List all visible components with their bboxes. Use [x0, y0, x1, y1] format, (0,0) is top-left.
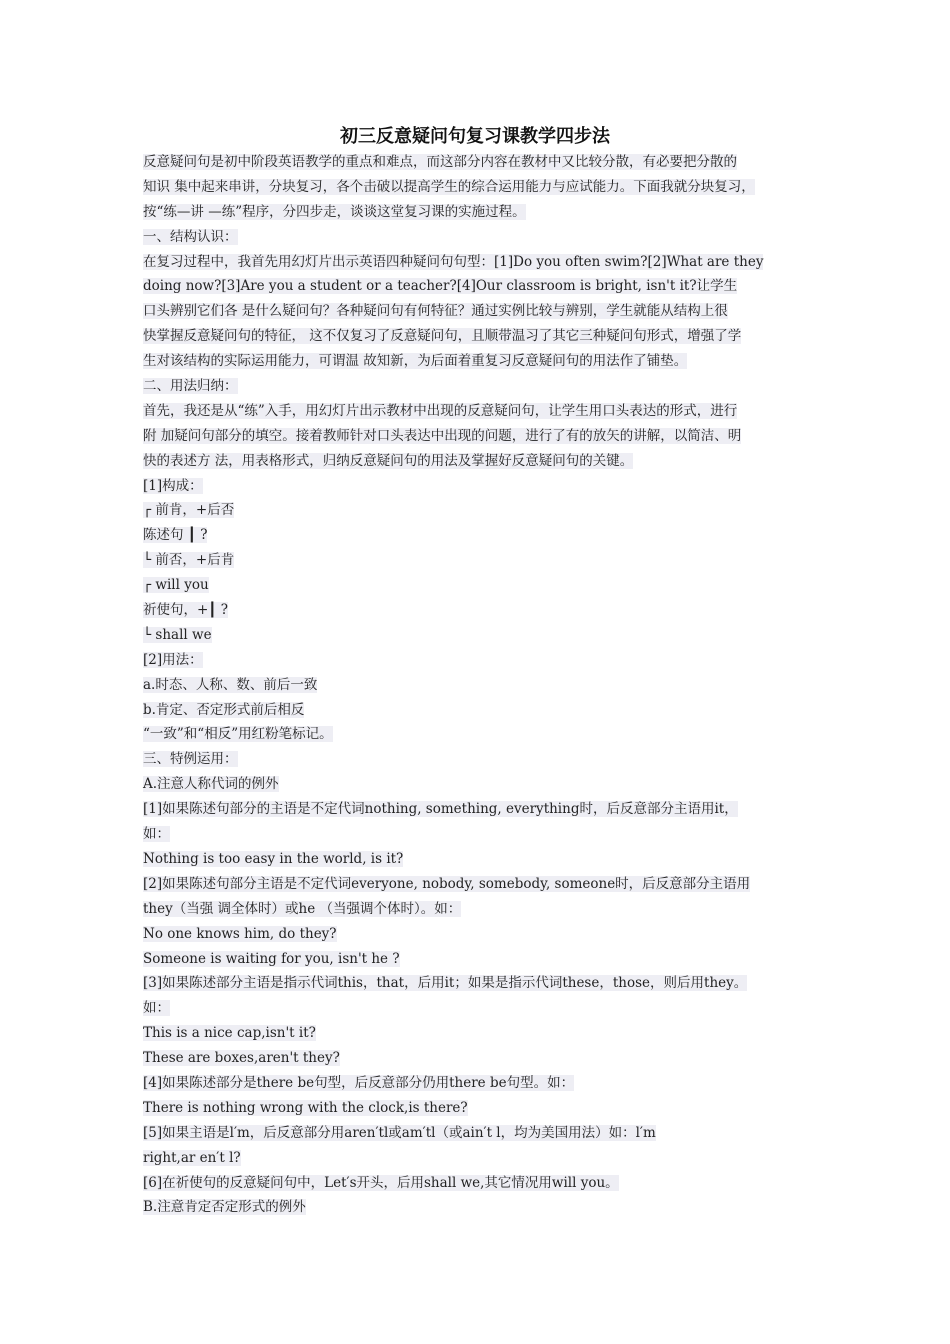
text-line: [143, 822, 815, 847]
text-line: [143, 1021, 815, 1046]
text-line: [143, 648, 815, 673]
text-line-content: [2]用法：: [143, 651, 203, 668]
text-line: [143, 299, 815, 324]
text-line: [143, 225, 815, 250]
text-line: [143, 573, 815, 598]
text-line-content: they（当强 调全体时）或he （当强调个体时）。如：: [143, 900, 462, 917]
text-line: [143, 1071, 815, 1096]
text-line: [143, 922, 815, 947]
text-line-content: 祈使句，+┃ ?: [143, 602, 228, 619]
text-line: [143, 1121, 815, 1146]
text-line-content: 首先，我还是从“练”入手，用幻灯片出示教材中出现的反意疑问句，让学生用口头表达的形式，进行: [143, 402, 738, 419]
text-line: [143, 474, 815, 499]
text-line-content: 按“练—讲 —练”程序，分四步走，谈谈这堂复习课的实施过程。: [143, 203, 526, 220]
text-line: [143, 747, 815, 772]
text-line-content: [4]如果陈述部分是there be句型，后反意部分仍用there be句型。如：: [143, 1074, 575, 1091]
text-line-content: 附 加疑问句部分的填空。接着教师针对口头表达中出现的问题，进行了有的放矢的讲解，以简洁、明: [143, 427, 742, 444]
text-line: [143, 449, 815, 474]
text-line: [143, 1171, 815, 1196]
text-line-content: 一、结构认识：: [143, 228, 238, 245]
text-line-content: [5]如果主语是l′m，后反意部分用aren′tl或am′tl（或ain′t l，均为美国用法）如：l′m: [143, 1124, 656, 1141]
text-line-content: 二、用法归纳：: [143, 378, 238, 395]
text-line: [143, 498, 815, 523]
text-line: [143, 175, 815, 200]
text-line-content: 生对该结构的实际运用能力，可谓温 故知新，为后面着重复习反意疑问句的用法作了铺垫。: [143, 353, 688, 370]
text-line-content: [2]如果陈述句部分主语是不定代词everyone, nobody, somebody, someone时，后反意部分主语用: [143, 875, 751, 892]
text-line: [143, 722, 815, 747]
text-line-content: └ shall we: [143, 626, 212, 643]
text-line: [143, 698, 815, 723]
text-line: [143, 797, 815, 822]
text-line: [143, 424, 815, 449]
text-line: [143, 548, 815, 573]
text-line-content: These are boxes,aren't they?: [143, 1050, 340, 1067]
text-line: [143, 1096, 815, 1121]
text-line-content: Someone is waiting for you, isn't he ?: [143, 950, 400, 967]
text-line: [143, 772, 815, 797]
text-line: [143, 947, 815, 972]
text-line-content: 快的表述方 法，用表格形式，归纳反意疑问句的用法及掌握好反意疑问句的关键。: [143, 452, 634, 469]
text-line-content: [1]构成：: [143, 477, 203, 494]
text-line-content: B.注意肯定否定形式的例外: [143, 1199, 306, 1216]
text-line-content: This is a nice cap,isn't it?: [143, 1025, 316, 1042]
text-line-content: [6]在祈使句的反意疑问句中，Let′s开头，后用shall we,其它情况用will you。: [143, 1174, 619, 1191]
document-body: [143, 150, 815, 1220]
text-line-content: A.注意人称代词的例外: [143, 776, 279, 793]
text-line-content: Nothing is too easy in the world, is it?: [143, 850, 404, 867]
text-line: [143, 150, 815, 175]
text-line-content: 知识 集中起来串讲，分块复习，各个击破以提高学生的综合运用能力与应试能力。下面我就分块复习，: [143, 178, 755, 195]
text-line-content: 反意疑问句是初中阶段英语教学的重点和难点，而这部分内容在教材中又比较分散，有必要把分散的: [143, 154, 737, 170]
text-line: [143, 623, 815, 648]
text-line: [143, 274, 815, 299]
text-line-content: No one knows him, do they?: [143, 925, 337, 942]
text-line-content: 口头辨别它们各 是什么疑问句？各种疑问句有何特征？通过实例比较与辨别，学生就能从结构上很: [143, 303, 728, 320]
text-line: [143, 200, 815, 225]
text-line: [143, 872, 815, 897]
text-line: [143, 673, 815, 698]
text-line-content: right,ar en′t l?: [143, 1149, 241, 1166]
document-title: 初三反意疑问句复习课教学四步法: [340, 126, 610, 147]
text-line-content: 如：: [143, 1000, 170, 1017]
text-line-content: [3]如果陈述部分主语是指示代词this，that，后用it；如果是指示代词these，those，则后用they。: [143, 975, 748, 992]
text-line: [143, 1195, 815, 1220]
text-line-content: ┌ will you: [143, 577, 209, 594]
text-line: [143, 399, 815, 424]
text-line-content: 三、特例运用：: [143, 751, 238, 768]
text-line: [143, 523, 815, 548]
text-line: [143, 996, 815, 1021]
text-line: [143, 1146, 815, 1171]
text-line-content: There is nothing wrong with the clock,is there?: [143, 1099, 468, 1116]
text-line: [143, 250, 815, 275]
text-line-content: “一致”和“相反”用红粉笔标记。: [143, 726, 333, 743]
text-line: [143, 897, 815, 922]
text-line: [143, 1046, 815, 1071]
text-line-content: b.肯定、否定形式前后相反: [143, 701, 305, 718]
text-line: [143, 374, 815, 399]
text-line-content: 快掌握反意疑问句的特征， 这不仅复习了反意疑问句，且顺带温习了其它三种疑问句形式，增强了学: [143, 328, 742, 345]
text-line-content: 陈述句 ┃ ?: [143, 527, 208, 544]
text-line-content: a.时态、人称、数、前后一致: [143, 676, 318, 693]
text-line-content: 在复习过程中，我首先用幻灯片出示英语四种疑问句句型：[1]Do you often swim?[2]What are they: [143, 253, 764, 270]
text-line-content: ┌ 前肯，+后否: [143, 502, 235, 519]
text-line-content: 如：: [143, 826, 170, 843]
text-line: [143, 971, 815, 996]
text-line: [143, 324, 815, 349]
text-line: [143, 349, 815, 374]
text-line: [143, 598, 815, 623]
text-line-content: [1]如果陈述句部分的主语是不定代词nothing, something, everything时，后反意部分主语用it，: [143, 801, 738, 818]
text-line: [143, 847, 815, 872]
text-line-content: doing now?[3]Are you a student or a teacher?[4]Our classroom is bright, isn't it?让学生: [143, 278, 738, 295]
text-line-content: └ 前否，+后肯: [143, 552, 235, 569]
